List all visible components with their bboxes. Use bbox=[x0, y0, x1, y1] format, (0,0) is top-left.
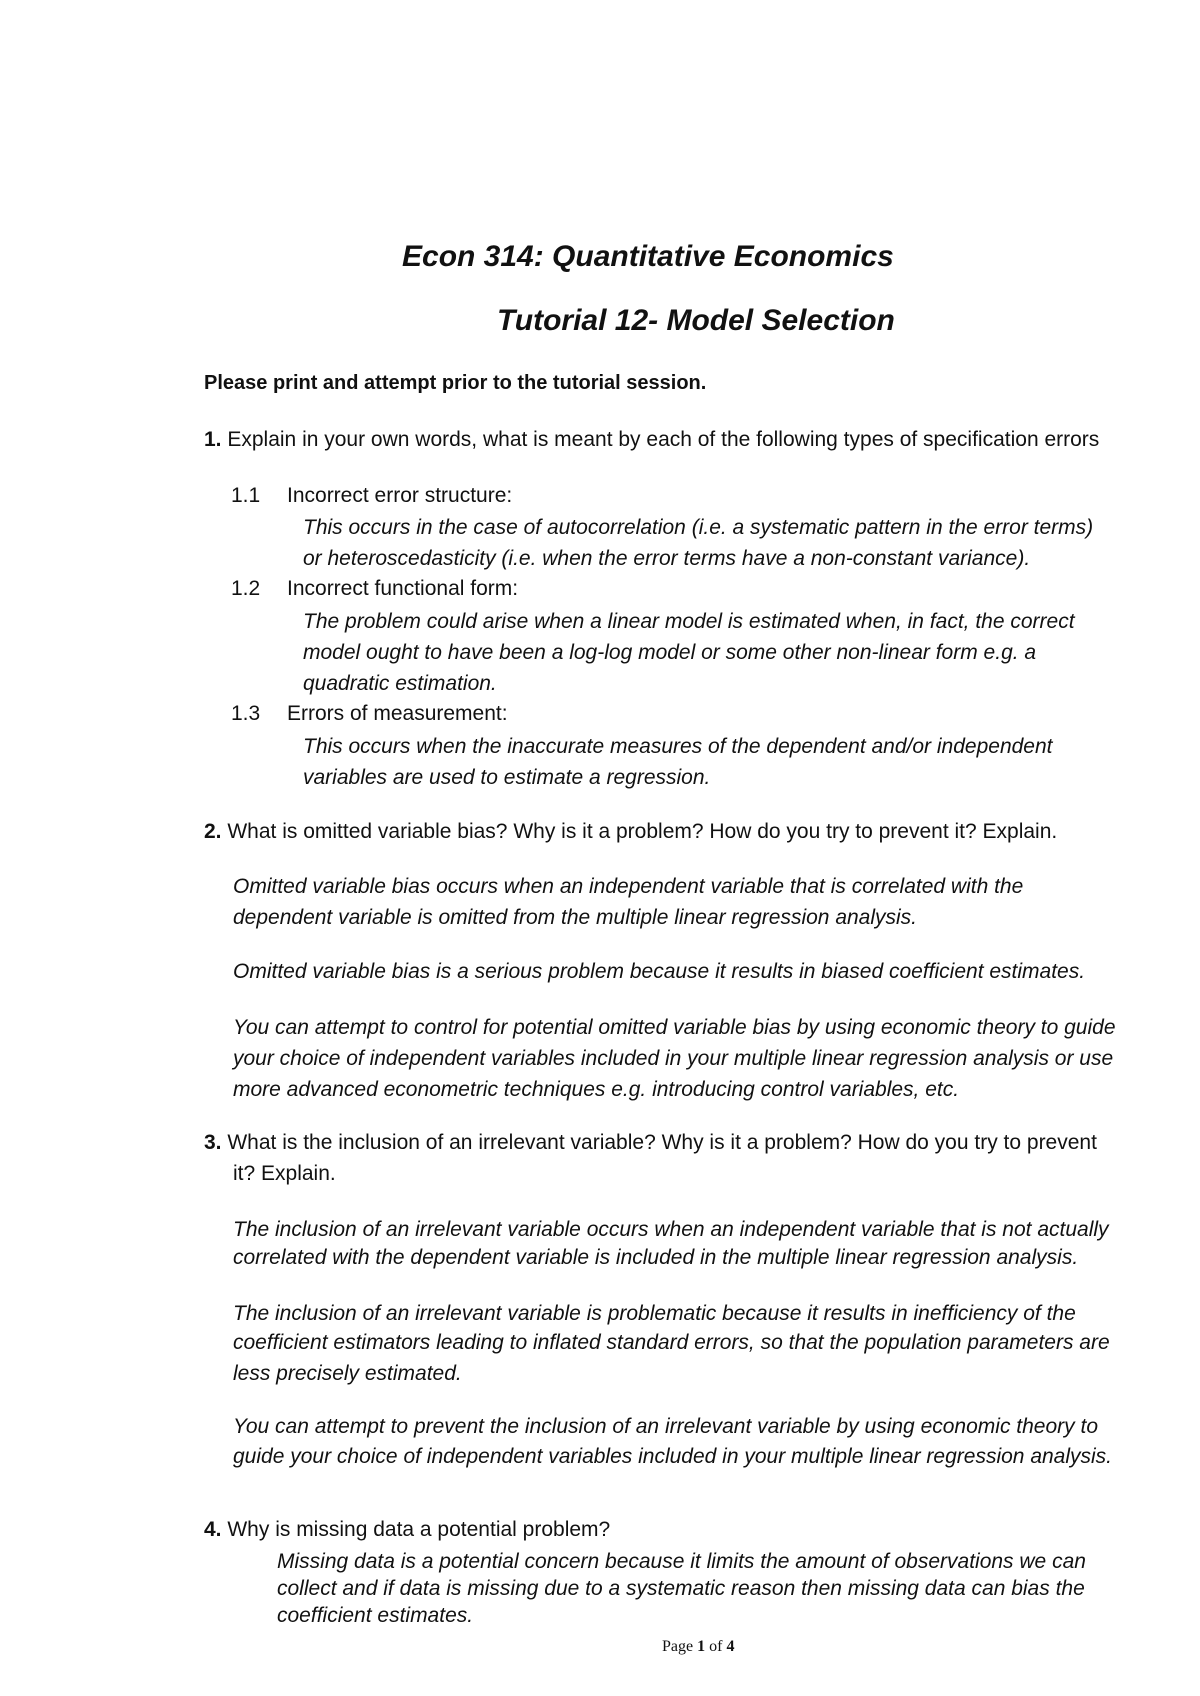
q4-answer-line-1: Missing data is a potential concern because it limits the amount of observations we can bbox=[277, 1550, 1086, 1573]
q1-item-2-number: 1.2 bbox=[231, 577, 261, 600]
q3-para-2-line-1: The inclusion of an irrelevant variable is problematic because it results in inefficiency of the bbox=[233, 1302, 1076, 1325]
q1-item-3-answer-line-2: variables are used to estimate a regression. bbox=[303, 766, 711, 789]
q1-item-2-answer-line-2: model ought to have been a log-log model or some other non-linear form e.g. a bbox=[303, 641, 1037, 664]
q1-item-2-answer-line-1: The problem could arise when a linear model is estimated when, in fact, the correct bbox=[303, 610, 1075, 633]
question-3-text-line-2: it? Explain. bbox=[233, 1162, 336, 1185]
q2-para-1-line-1: Omitted variable bias occurs when an independent variable that is correlated with the bbox=[233, 875, 1024, 898]
q3-para-3-line-1: You can attempt to prevent the inclusion of an irrelevant variable by using economic theory to bbox=[233, 1415, 1098, 1438]
question-1-number: 1. bbox=[204, 428, 222, 451]
question-3-text-line-1: What is the inclusion of an irrelevant variable? Why is it a problem? How do you try to prevent bbox=[227, 1131, 1097, 1154]
footer-page-number: 1 bbox=[697, 1638, 706, 1655]
question-1-text: Explain in your own words, what is meant by each of the following types of specification errors bbox=[227, 428, 1100, 451]
question-2 bbox=[204, 820, 1057, 844]
q2-para-1-line-2: dependent variable is omitted from the multiple linear regression analysis. bbox=[233, 906, 918, 929]
footer-page-word: Page bbox=[662, 1638, 694, 1655]
q1-item-3-label: Errors of measurement: bbox=[287, 702, 508, 725]
q2-para-3-line-3: more advanced econometric techniques e.g. introducing control variables, etc. bbox=[233, 1078, 960, 1101]
q1-item-1-answer-line-1: This occurs in the case of autocorrelation (i.e. a systematic pattern in the error terms) bbox=[303, 516, 1094, 539]
q3-para-2-line-3: less precisely estimated. bbox=[233, 1362, 462, 1385]
question-4-number: 4. bbox=[204, 1518, 222, 1541]
question-2-text: What is omitted variable bias? Why is it a problem? How do you try to prevent it? Explain. bbox=[227, 820, 1058, 843]
footer-of-word: of bbox=[709, 1638, 723, 1655]
question-4 bbox=[204, 1518, 610, 1542]
question-1 bbox=[204, 428, 1099, 452]
question-3 bbox=[204, 1131, 1097, 1155]
q2-para-2-line-1: Omitted variable bias is a serious problem because it results in biased coefficient estimates. bbox=[233, 960, 1086, 983]
question-3-number: 3. bbox=[204, 1131, 222, 1154]
q4-answer-line-3: coefficient estimates. bbox=[277, 1604, 474, 1627]
q3-para-3-line-2: guide your choice of independent variables included in your multiple linear regression analysis. bbox=[233, 1445, 1113, 1468]
q3-para-1-line-1: The inclusion of an irrelevant variable occurs when an independent variable that is not actually bbox=[233, 1218, 1109, 1241]
tutorial-title: Tutorial 12- Model Selection bbox=[497, 304, 895, 337]
footer-page-total: 4 bbox=[726, 1638, 735, 1655]
q2-para-3-line-1: You can attempt to control for potential omitted variable bias by using economic theory to guide bbox=[233, 1016, 1116, 1039]
q1-item-1-number: 1.1 bbox=[231, 484, 261, 507]
q1-item-2-label: Incorrect functional form: bbox=[287, 577, 519, 600]
q3-para-2-line-2: coefficient estimators leading to inflated standard errors, so that the population parameters are bbox=[233, 1331, 1110, 1354]
question-2-number: 2. bbox=[204, 820, 222, 843]
q2-para-3-line-2: your choice of independent variables included in your multiple linear regression analysis or use bbox=[233, 1047, 1114, 1070]
question-4-text: Why is missing data a potential problem? bbox=[227, 1518, 611, 1541]
q3-para-1-line-2: correlated with the dependent variable is included in the multiple linear regression analysis. bbox=[233, 1246, 1079, 1269]
q1-item-1-label: Incorrect error structure: bbox=[287, 484, 513, 507]
q1-item-1-answer-line-2: or heteroscedasticity (i.e. when the error terms have a non-constant variance). bbox=[303, 547, 1031, 570]
q4-answer-line-2: collect and if data is missing due to a systematic reason then missing data can bias the bbox=[277, 1577, 1085, 1600]
q1-item-3-number: 1.3 bbox=[231, 702, 261, 725]
q1-item-2-answer-line-3: quadratic estimation. bbox=[303, 672, 497, 695]
course-title: Econ 314: Quantitative Economics bbox=[402, 240, 894, 273]
q1-item-3-answer-line-1: This occurs when the inaccurate measures of the dependent and/or independent bbox=[303, 735, 1053, 758]
page-footer bbox=[662, 1638, 734, 1656]
instruction: Please print and attempt prior to the tutorial session. bbox=[204, 372, 707, 394]
